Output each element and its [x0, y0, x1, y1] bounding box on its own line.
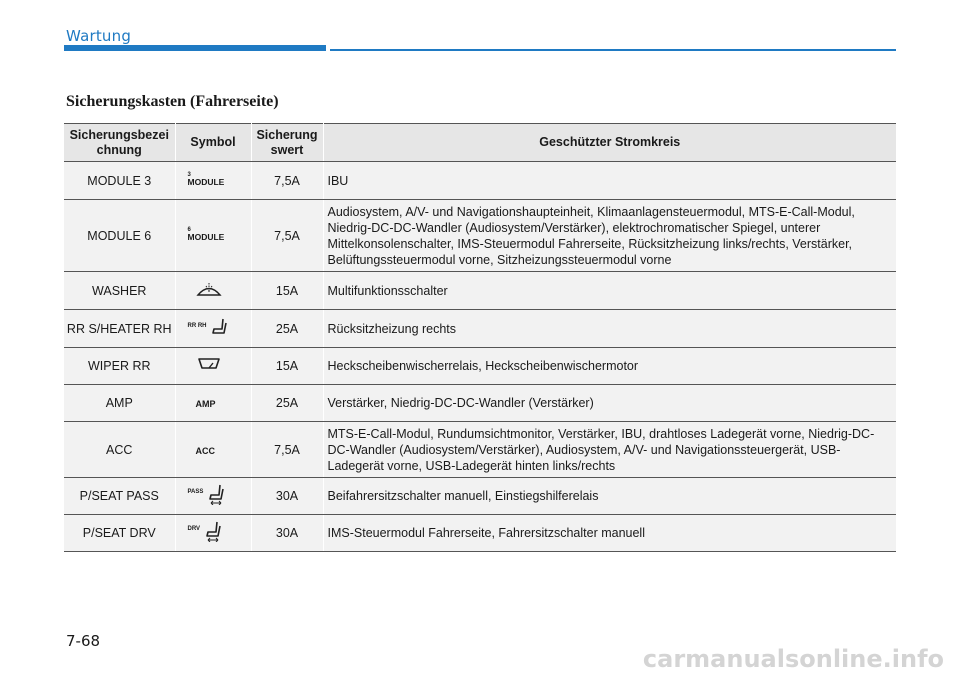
fuse-symbol [175, 162, 251, 200]
fuse-rating: 15A [251, 272, 323, 310]
protected-circuit: Beifahrersitzschalter manuell, Einstiegshilferelais [323, 478, 896, 515]
symbol-small-label: PASS [187, 489, 204, 495]
fuse-symbol [175, 478, 251, 515]
power-seat-icon [204, 520, 222, 546]
column-header-name: Sicherungsbezei chnung [64, 124, 175, 162]
fuse-rating: 7,5A [251, 422, 323, 478]
symbol-label: MODULE [187, 177, 225, 187]
fuse-symbol [175, 348, 251, 385]
header-bar-thin [330, 49, 896, 51]
fuse-symbol [175, 310, 251, 348]
symbol-small-label: RR RH [187, 322, 207, 329]
table-row [64, 478, 896, 515]
header-bar-thick [64, 45, 326, 51]
protected-circuit: MTS-E-Call-Modul, Rundumsichtmonitor, Verstärker, IBU, drahtloses Ladegerät vorne, Niedrig-DC-DC-Wandler (Audiosystem/Verstärker), Audiosystem, A/V- und Navigationssteuergerät, USB-Ladegerät vorne, USB-Ladegerät hinten links/rechts [323, 422, 896, 478]
symbol-label: MODULE [187, 232, 225, 242]
table-row [64, 200, 896, 272]
protected-circuit: Multifunktionsschalter [323, 272, 896, 310]
page-number: 7-68 [66, 632, 101, 650]
protected-circuit: Rücksitzheizung rechts [323, 310, 896, 348]
fuse-symbol [175, 385, 251, 422]
fuse-name: P/SEAT PASS [64, 478, 175, 515]
seat-heater-icon [210, 317, 228, 341]
column-header-symbol: Symbol [175, 124, 251, 162]
washer-icon [196, 280, 222, 302]
fuse-name: MODULE 3 [64, 162, 175, 200]
protected-circuit: IMS-Steuermodul Fahrerseite, Fahrersitzschalter manuell [323, 515, 896, 552]
table-row [64, 385, 896, 422]
fuse-symbol [175, 515, 251, 552]
symbol-superscript: 3 [187, 172, 191, 178]
fuse-symbol [175, 422, 251, 478]
symbol-label: AMP [195, 399, 216, 409]
module-symbol [188, 227, 225, 242]
fuse-rating: 15A [251, 348, 323, 385]
fuse-symbol [175, 200, 251, 272]
protected-circuit: Heckscheibenwischerrelais, Heckscheibenwischermotor [323, 348, 896, 385]
fuse-rating: 30A [251, 515, 323, 552]
table-row [64, 272, 896, 310]
fuse-rating: 30A [251, 478, 323, 515]
rear-wiper-icon [196, 355, 222, 377]
table-row [64, 162, 896, 200]
symbol-small-label: DRV [187, 526, 201, 532]
column-header-circuit: Geschützter Stromkreis [323, 124, 896, 162]
column-header-rating: Sicherung swert [251, 124, 323, 162]
table-row [64, 310, 896, 348]
watermark: carmanualsonline.info [642, 645, 944, 673]
fuse-table [64, 123, 896, 552]
fuse-name: MODULE 6 [64, 200, 175, 272]
fuse-rating: 25A [251, 310, 323, 348]
table-row [64, 515, 896, 552]
table-row [64, 348, 896, 385]
fuse-symbol [175, 272, 251, 310]
protected-circuit: IBU [323, 162, 896, 200]
fuse-name: AMP [64, 385, 175, 422]
symbol-label: ACC [195, 445, 215, 456]
fuse-rating: 7,5A [251, 200, 323, 272]
table-row [64, 422, 896, 478]
protected-circuit: Verstärker, Niedrig-DC-DC-Wandler (Verstärker) [323, 385, 896, 422]
page-title: Sicherungskasten (Fahrerseite) [66, 93, 279, 110]
fuse-name: WASHER [64, 272, 175, 310]
fuse-name: ACC [64, 422, 175, 478]
fuse-rating: 25A [251, 385, 323, 422]
fuse-name: WIPER RR [64, 348, 175, 385]
symbol-superscript: 6 [187, 227, 191, 233]
module-symbol [188, 172, 225, 187]
table-header-row [64, 124, 896, 162]
fuse-name: P/SEAT DRV [64, 515, 175, 552]
protected-circuit: Audiosystem, A/V- und Navigationshaupteinheit, Klimaanlagensteuermodul, MTS-E-Call-Modul, Niedrig-DC-DC-Wandler (Audiosystem/Verstärker), elektrochromatischer Spiegel, unterer Mittelkonsolenschalter, IMS-Steuermodul Fahrerseite, Rücksitzheizung links/rechts, Verstärker, Belüftungssteuermodul vorne, Sitzheizungssteuermodul vorne [323, 200, 896, 272]
power-seat-icon [207, 483, 225, 509]
fuse-name: RR S/HEATER RH [64, 310, 175, 348]
section-label: Wartung [66, 27, 132, 45]
fuse-rating: 7,5A [251, 162, 323, 200]
